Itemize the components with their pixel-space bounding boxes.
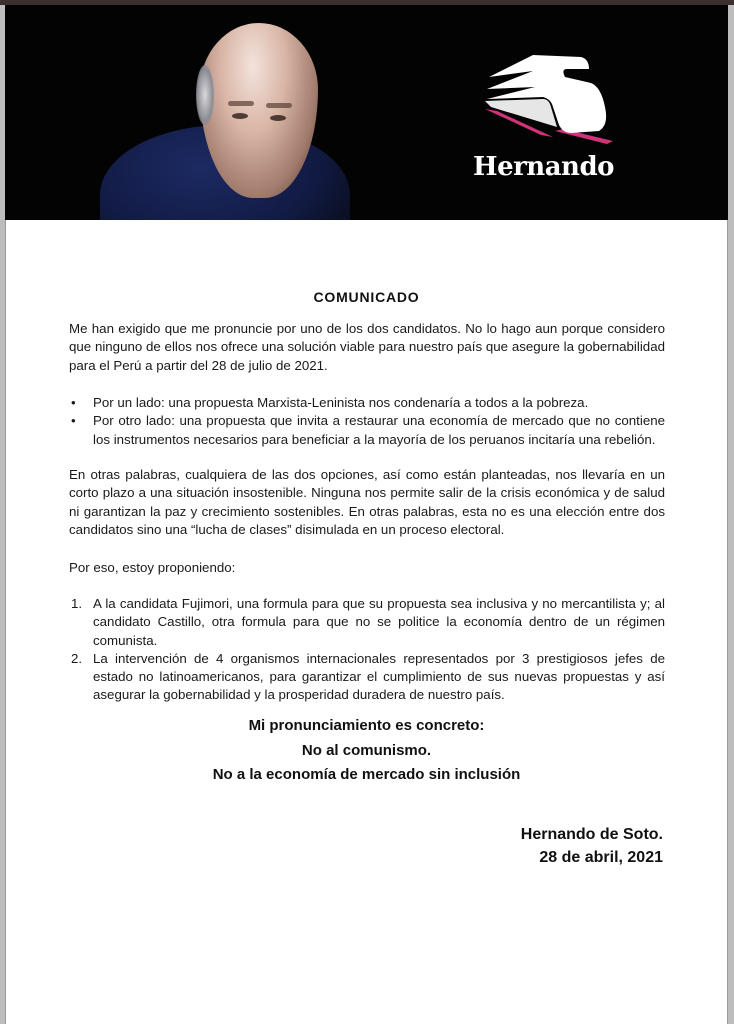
- statement-line: Mi pronunciamiento es concreto:: [248, 717, 485, 734]
- portrait-eye-right: [270, 115, 286, 121]
- signature-date: 28 de abril, 2021: [539, 849, 663, 866]
- signature-block: [521, 823, 663, 869]
- portrait-eye-left: [232, 113, 248, 119]
- portrait-photo: [100, 5, 360, 220]
- proposal-number: 2.: [71, 650, 83, 666]
- statement-block: [5, 714, 728, 788]
- train-logo-icon: [471, 47, 616, 147]
- intro-text: Me han exigido que me pronuncie por uno de los dos candidatos. No lo hago aun porque considero que ninguno de ellos nos ofrece una solución viable para nuestro país que asegure la gobernabilidad para el Perú a partir del 28 de julio de 2021.: [69, 321, 665, 373]
- analysis-text: En otras palabras, cualquiera de las dos opciones, así como están planteadas, nos llevaría en un corto plazo a una situación insostenible. Ninguna nos permite salir de la crisis económica y de salud ni garantizan la paz y crecimiento sostenibles. En otras palabras, esta no es una elección entre dos candidatos sino una “lucha de clases” disimulada en un proceso electoral.: [69, 467, 665, 537]
- proposal-text: A la candidata Fujimori, una formula para que su propuesta sea inclusiva y no mercantilista y; al candidato Castillo, otra formula para que no se politice la economía dentro de un régimen comunista.: [93, 596, 665, 648]
- bullet-list: [69, 394, 665, 449]
- proposal-item: [69, 650, 665, 705]
- header-banner: [5, 5, 728, 220]
- portrait-brow-right: [266, 103, 292, 108]
- document-title: COMUNICADO: [313, 289, 420, 305]
- intro-paragraph: [69, 320, 665, 375]
- logo-wordmark: Hernando: [473, 152, 614, 182]
- document-page: [5, 5, 728, 1024]
- proposal-intro-text: Por eso, estoy proponiendo:: [69, 560, 236, 575]
- proposal-intro: [69, 559, 665, 577]
- bullet-text: Por un lado: una propuesta Marxista-Leninista nos condenaría a todos a la pobreza.: [93, 395, 589, 410]
- statement-line: No al comunismo.: [301, 741, 432, 759]
- portrait-brow-left: [228, 101, 254, 106]
- proposal-text: La intervención de 4 organismos internacionales representados por 3 prestigiosos jefes de estado no latinoamericanos, para garantizar el cumplimiento de sus nuevas propuestas y así asegurar la gobernabilidad y la prosperidad duradera de nuestro país.: [93, 650, 665, 703]
- portrait-hair: [196, 65, 214, 125]
- bullet-marker: •: [71, 395, 76, 410]
- bullet-text: Por otro lado: una propuesta que invita a restaurar una economía de mercado que no contiene los instrumentos necesarios para beneficiar a la mayoría de los peruanos incitaría una rebelión.: [93, 413, 665, 447]
- analysis-paragraph: [69, 466, 665, 539]
- statement-line: No a la economía de mercado sin inclusión: [212, 766, 521, 783]
- proposal-item: [69, 595, 665, 650]
- signature-name: Hernando de Soto.: [520, 826, 663, 843]
- bullet-item: [69, 394, 665, 412]
- bullet-marker: •: [71, 413, 76, 429]
- bullet-item: [69, 412, 665, 449]
- proposal-number: 1.: [71, 596, 83, 611]
- proposal-list: [69, 595, 665, 705]
